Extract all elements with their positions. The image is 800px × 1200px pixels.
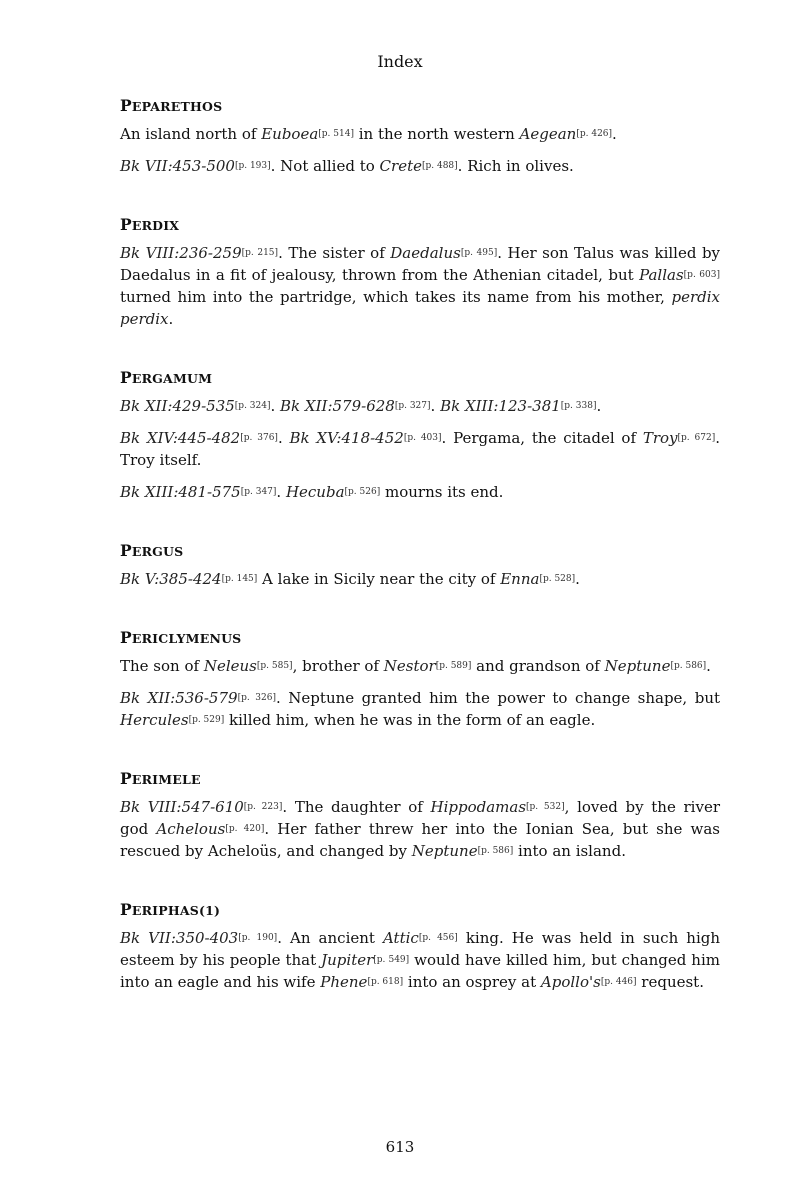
body-text: and grandson of	[471, 657, 605, 675]
body-text: would have killed him, but changed him into an eagle and his wife	[120, 951, 720, 991]
page-reference[interactable]: [p. 618]	[367, 977, 404, 987]
cross-reference[interactable]: Aegean	[519, 125, 577, 143]
page-reference[interactable]: [p. 145]	[221, 574, 258, 584]
headword-rest: EPARETHOS	[131, 99, 223, 114]
entry-paragraph	[120, 395, 720, 417]
page-reference[interactable]: [p. 549]	[373, 955, 410, 965]
entry-headword	[120, 900, 720, 919]
entry-paragraph	[120, 568, 720, 590]
headword-initial: P	[120, 769, 132, 788]
cross-reference[interactable]: Bk VIII:236-259	[120, 244, 242, 262]
index-entry	[120, 541, 720, 590]
body-text: An island north of	[120, 125, 262, 143]
body-text: .	[612, 125, 617, 143]
page-reference[interactable]: [p. 338]	[560, 401, 597, 411]
page-reference[interactable]: [p. 327]	[394, 401, 431, 411]
entry-headword	[120, 368, 720, 387]
cross-reference[interactable]: Bk XV:418-452	[289, 429, 404, 447]
body-text: .	[575, 570, 580, 588]
page-reference[interactable]: [p. 223]	[243, 802, 283, 812]
index-entry	[120, 900, 720, 993]
page-reference[interactable]: [p. 526]	[344, 487, 381, 497]
cross-reference[interactable]: Hippodamas	[430, 798, 527, 816]
body-text: into an island.	[513, 842, 626, 860]
page-reference[interactable]: [p. 514]	[318, 129, 354, 139]
page-reference[interactable]: [p. 324]	[234, 401, 271, 411]
page-reference[interactable]: [p. 586]	[670, 661, 707, 671]
cross-reference[interactable]: Euboea	[261, 125, 319, 143]
body-text: .	[168, 310, 174, 328]
body-text: turned him into the partridge, which takes its name from his mother,	[120, 288, 672, 306]
page-reference[interactable]: [p. 420]	[225, 824, 265, 834]
cross-reference[interactable]: Achelous	[156, 820, 226, 838]
cross-reference[interactable]: Bk XII:536-579	[120, 689, 238, 707]
entry-paragraph	[120, 655, 720, 677]
index-entry	[120, 769, 720, 862]
cross-reference[interactable]: Neptune	[604, 657, 671, 675]
headword-rest: ERGUS	[131, 544, 184, 559]
body-text: . Her father threw her into the Ionian Sea, but she was rescued by Acheloüs, and changed by	[120, 820, 720, 860]
headword-rest: ERGAMUM	[131, 371, 213, 386]
headword-initial: P	[120, 96, 132, 115]
running-head: Index	[377, 52, 423, 71]
index-entry	[120, 215, 720, 330]
headword-rest: ERICLYMENUS	[131, 631, 242, 646]
cross-reference[interactable]: Daedalus	[390, 244, 461, 262]
page-reference[interactable]: [p. 488]	[421, 161, 458, 171]
cross-reference[interactable]: Enna	[500, 570, 540, 588]
page-reference[interactable]: [p. 446]	[600, 977, 637, 987]
body-text: , loved by the river god	[120, 798, 720, 838]
body-text: .	[276, 483, 286, 501]
page-reference[interactable]: [p. 376]	[240, 433, 278, 443]
cross-reference[interactable]: Pallas	[639, 266, 684, 284]
entry-headword	[120, 769, 720, 788]
body-text: king. He was held in such high esteem by his people that	[120, 929, 721, 969]
page-reference[interactable]: [p. 589]	[435, 661, 472, 671]
page-reference[interactable]: [p. 586]	[477, 846, 514, 856]
index-entry	[120, 628, 720, 731]
cross-reference[interactable]: Bk XIII:481-575	[120, 483, 241, 501]
body-text: . Not allied to	[270, 157, 380, 175]
page-reference[interactable]: [p. 326]	[237, 693, 277, 703]
cross-reference[interactable]: Troy	[642, 429, 678, 447]
body-text: . The sister of	[278, 244, 391, 262]
entry-paragraph	[120, 796, 720, 862]
page-reference[interactable]: [p. 532]	[526, 802, 565, 812]
body-text: . Her son Talus was killed by Daedalus in a fit of jealousy, thrown from the Athenian citadel, but	[120, 244, 721, 284]
page-reference[interactable]: [p. 529]	[188, 715, 225, 725]
page-reference[interactable]: [p. 403]	[403, 433, 442, 443]
cross-reference[interactable]: Nestor	[383, 657, 436, 675]
entry-paragraph	[120, 927, 720, 993]
body-text: .	[277, 429, 290, 447]
cross-reference[interactable]: Apollo's	[540, 973, 601, 991]
page-reference[interactable]: [p. 672]	[677, 433, 716, 443]
headword-initial: P	[120, 368, 132, 387]
body-text: .	[706, 657, 711, 675]
cross-reference[interactable]: Phene	[320, 973, 368, 991]
page-reference[interactable]: [p. 495]	[460, 248, 498, 258]
body-text: . The daughter of	[282, 798, 431, 816]
entry-paragraph	[120, 687, 720, 731]
headword-initial: P	[120, 628, 132, 647]
body-text: request.	[636, 973, 704, 991]
cross-reference[interactable]: Bk XII:579-628	[280, 397, 395, 415]
entry-headword	[120, 628, 720, 647]
page-reference[interactable]: [p. 190]	[238, 933, 278, 943]
cross-reference[interactable]: Hercules	[120, 711, 189, 729]
headword-rest: ERDIX	[131, 218, 180, 233]
cross-reference[interactable]: Bk VII:453-500	[120, 157, 235, 175]
page-reference[interactable]: [p. 215]	[241, 248, 279, 258]
page-reference[interactable]: [p. 193]	[234, 161, 271, 171]
page-number: 613	[385, 1138, 415, 1156]
cross-reference[interactable]: Neleus	[203, 657, 257, 675]
entry-paragraph	[120, 481, 720, 503]
body-text: . Pergama, the citadel of	[441, 429, 643, 447]
cross-reference[interactable]: perdix perdix	[120, 288, 720, 328]
index-entry	[120, 96, 720, 177]
body-text: . Troy itself.	[120, 429, 721, 469]
body-text: into an osprey at	[403, 973, 541, 991]
index-entry	[120, 368, 720, 503]
body-text: . An ancient	[277, 929, 383, 947]
page-reference[interactable]: [p. 528]	[539, 574, 576, 584]
entry-headword	[120, 215, 720, 234]
cross-reference[interactable]: Bk V:385-424	[120, 570, 222, 588]
entry-paragraph	[120, 123, 720, 145]
index-entries	[120, 96, 720, 1031]
entry-headword	[120, 96, 720, 115]
page-reference[interactable]: [p. 456]	[418, 933, 458, 943]
headword-rest: ERIMELE	[131, 772, 201, 787]
headword-initial: P	[120, 541, 132, 560]
cross-reference[interactable]: Attic	[382, 929, 419, 947]
cross-reference[interactable]: Bk VIII:547-610	[120, 798, 244, 816]
cross-reference[interactable]: Hecuba	[285, 483, 345, 501]
cross-reference[interactable]: Bk XII:429-535	[120, 397, 235, 415]
body-text: .	[430, 397, 441, 415]
page-reference[interactable]: [p. 347]	[240, 487, 277, 497]
body-text: A lake in Sicily near the city of	[257, 570, 501, 588]
page-reference[interactable]: [p. 603]	[683, 270, 720, 280]
entry-paragraph	[120, 242, 720, 330]
cross-reference[interactable]: Bk XIV:445-482	[120, 429, 241, 447]
body-text: in the north western	[353, 125, 520, 143]
cross-reference[interactable]: Crete	[379, 157, 422, 175]
entry-paragraph	[120, 155, 720, 177]
cross-reference[interactable]: Bk VII:350-403	[120, 929, 239, 947]
body-text: killed him, when he was in the form of an eagle.	[224, 711, 596, 729]
cross-reference[interactable]: Neptune	[411, 842, 478, 860]
cross-reference[interactable]: Jupiter	[321, 951, 374, 969]
page-reference[interactable]: [p. 585]	[256, 661, 293, 671]
cross-reference[interactable]: Bk XIII:123-381	[440, 397, 561, 415]
body-text: .	[596, 397, 602, 415]
page-reference[interactable]: [p. 426]	[576, 129, 613, 139]
headword-initial: P	[120, 215, 132, 234]
entry-headword	[120, 541, 720, 560]
body-text: mourns its end.	[380, 483, 504, 501]
body-text: The son of	[120, 657, 204, 675]
headword-rest: ERIPHAS(1)	[131, 903, 221, 918]
body-text: . Neptune granted him the power to change shape, but	[276, 689, 721, 707]
headword-initial: P	[120, 900, 132, 919]
body-text: .	[270, 397, 281, 415]
entry-paragraph	[120, 427, 720, 471]
body-text: . Rich in olives.	[457, 157, 574, 175]
body-text: , brother of	[292, 657, 384, 675]
